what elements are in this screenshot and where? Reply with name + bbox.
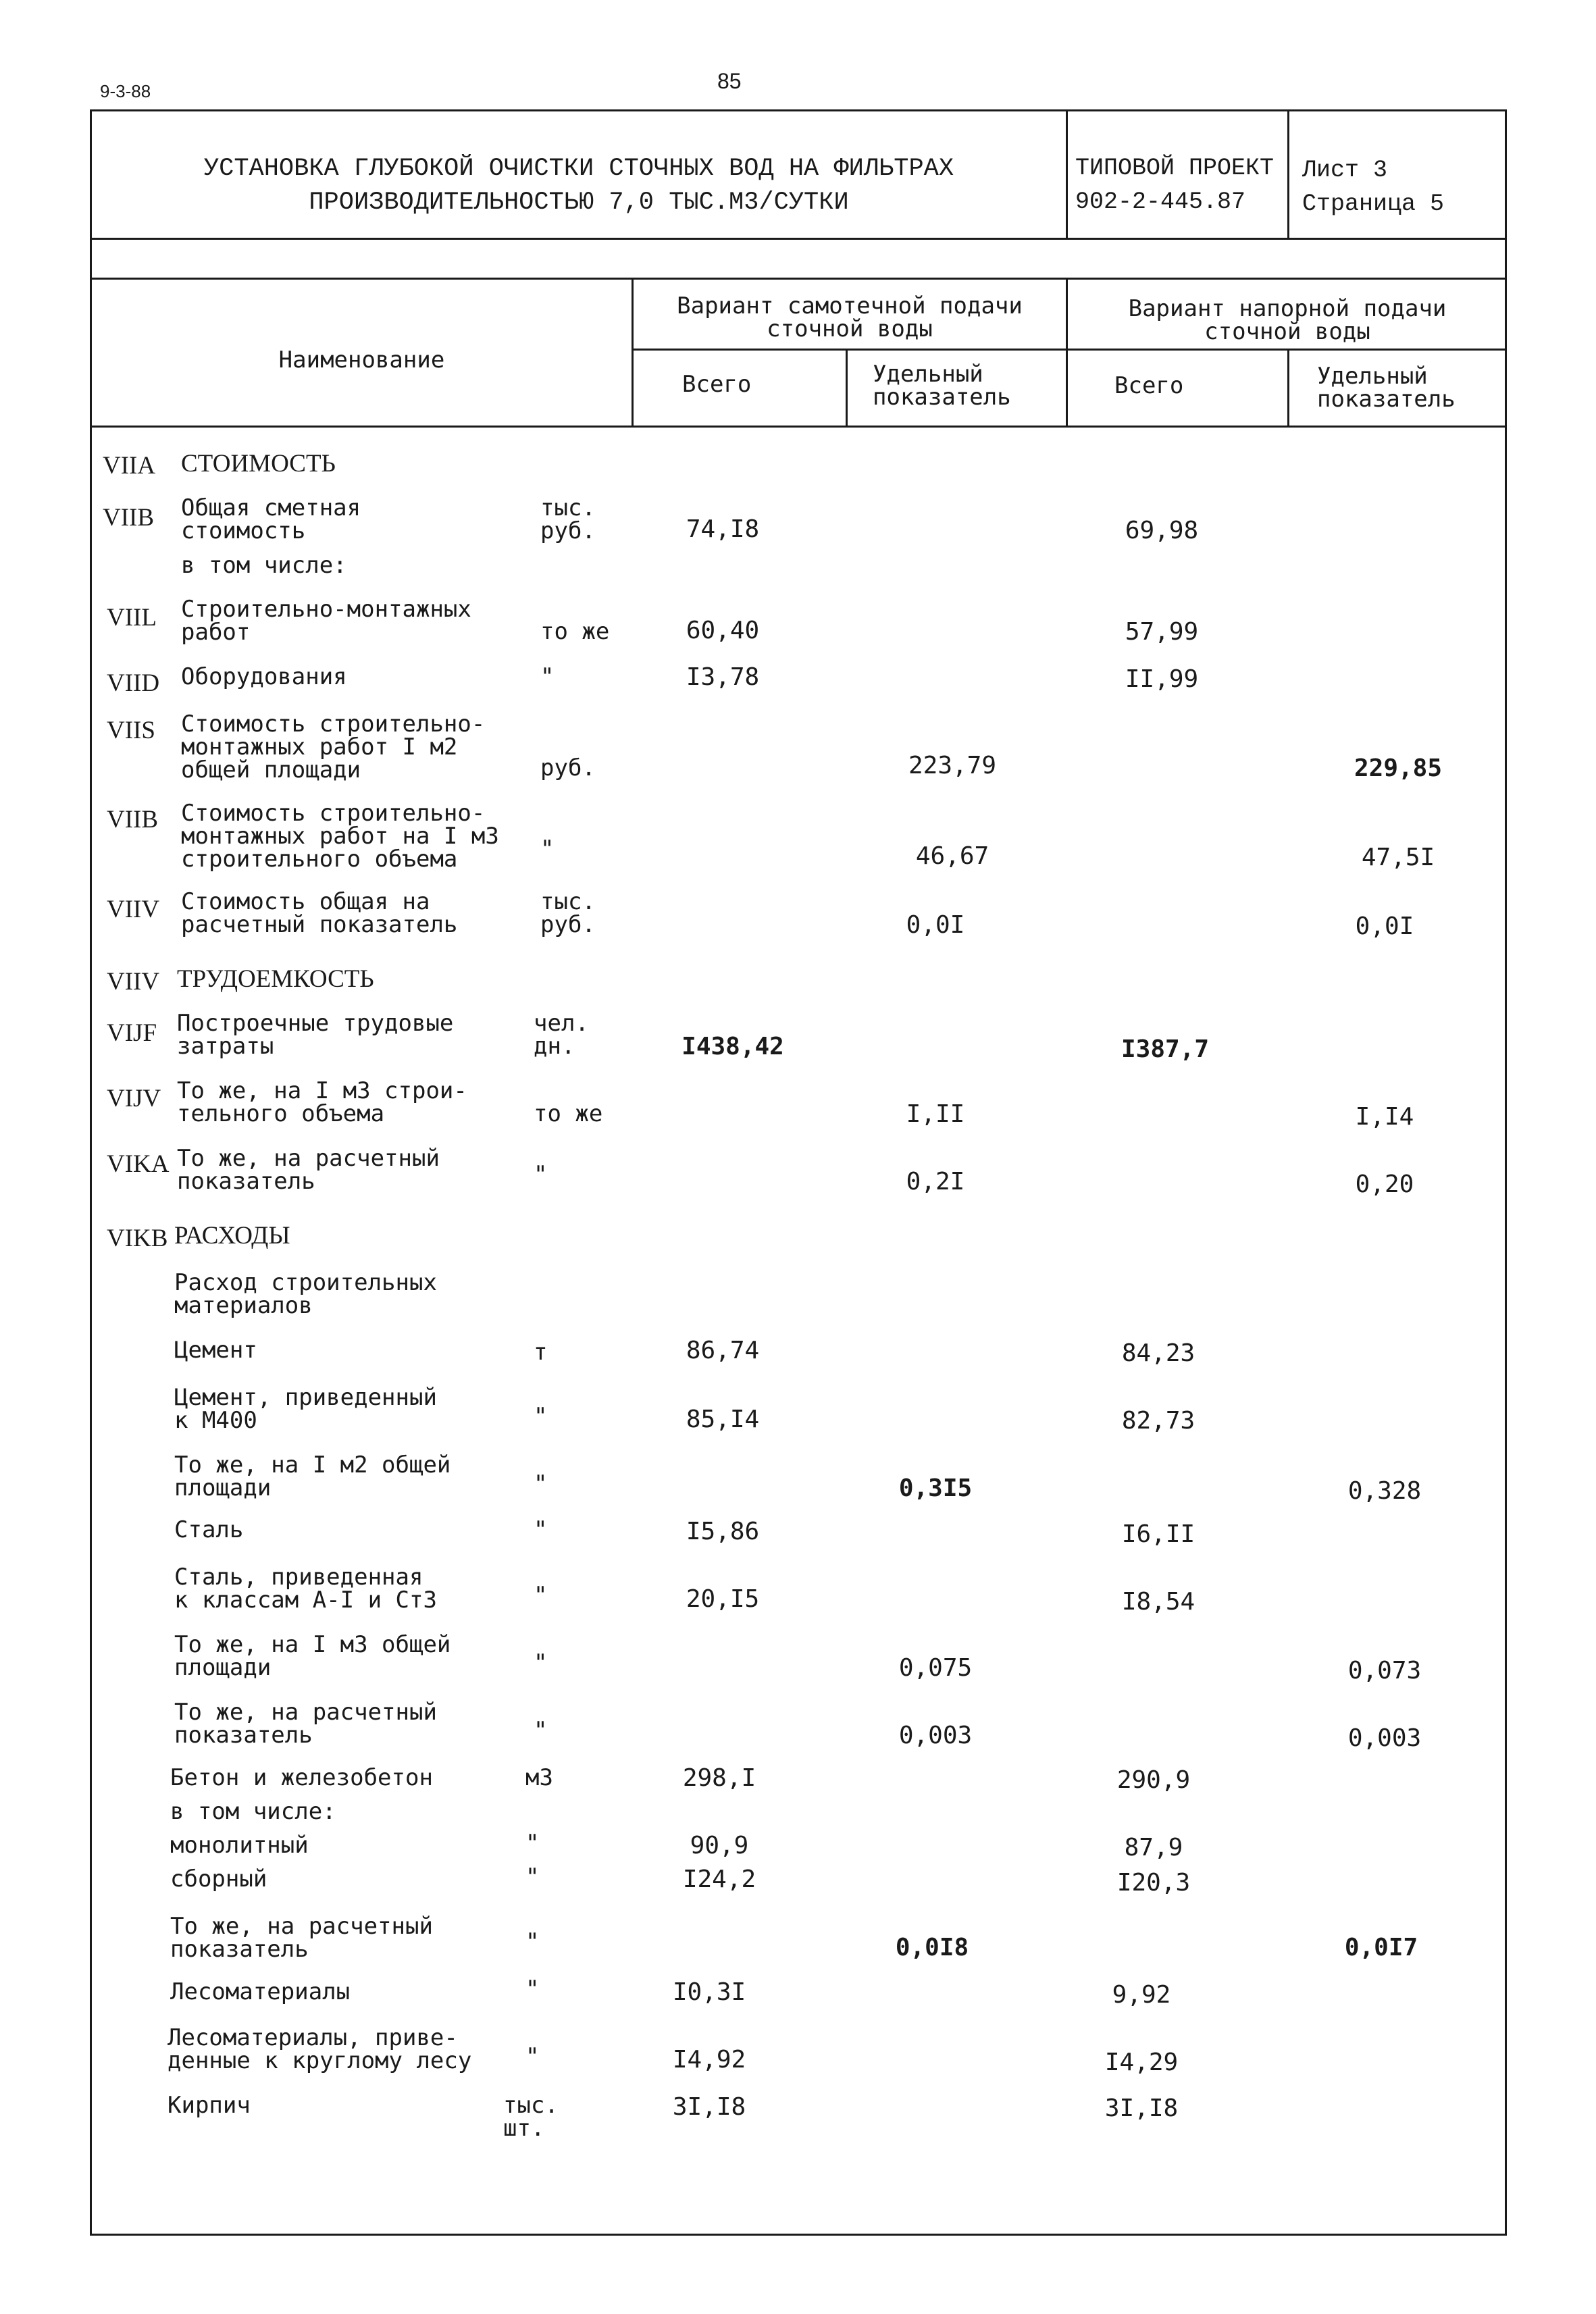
row-name: Цемент bbox=[174, 1337, 257, 1364]
header-name: Наименование bbox=[278, 346, 445, 374]
row-spec1: 223,79 bbox=[908, 752, 997, 779]
row-code: VIKA bbox=[107, 1150, 170, 1178]
row-code: VIIL bbox=[107, 604, 157, 632]
row-total1: 298,I bbox=[682, 1764, 756, 1792]
row-name: сборный bbox=[170, 1866, 267, 1893]
row-unit: " bbox=[534, 1649, 548, 1676]
row-name: Цемент, приведенный к М400 bbox=[174, 1384, 437, 1434]
row-total1: 74,I8 bbox=[686, 515, 760, 543]
row-unit: " bbox=[525, 2043, 540, 2070]
row-total1: 85,I4 bbox=[686, 1406, 760, 1433]
row-code: VIIS bbox=[107, 717, 155, 744]
row-name: монолитный bbox=[170, 1832, 309, 1859]
row-total2: 3I,I8 bbox=[1104, 2094, 1179, 2122]
row-unit: " bbox=[534, 1516, 548, 1543]
row-name: Стоимость строительно- монтажных работ I м2 общей площади bbox=[181, 711, 486, 783]
row-name: Стоимость строительно- монтажных работ на I м3 строительного объема bbox=[181, 800, 499, 873]
header-total1: Всего bbox=[682, 371, 752, 398]
row-total2: 69,98 bbox=[1125, 517, 1199, 544]
row-unit: руб. bbox=[540, 754, 596, 781]
row-code: VIIB bbox=[107, 806, 159, 833]
page-number: 85 bbox=[717, 69, 742, 93]
row-spec2: 0,20 bbox=[1355, 1171, 1414, 1198]
row-spec2: 47,5I bbox=[1361, 844, 1435, 871]
row-unit: " bbox=[540, 835, 555, 863]
row-name: То же, на I м2 общей площади bbox=[174, 1451, 451, 1501]
row-code: VIIV bbox=[107, 968, 160, 996]
row-name: То же, на I м3 строи- тельного объема bbox=[177, 1077, 467, 1127]
row-spec2: 0,003 bbox=[1347, 1724, 1422, 1752]
row-name: Лесоматериалы bbox=[170, 1978, 351, 2005]
row-code: VIJV bbox=[107, 1085, 161, 1112]
row-spec2: 0,0I bbox=[1355, 912, 1414, 940]
row-total2: I6,II bbox=[1121, 1520, 1195, 1548]
row-name: в том числе: bbox=[181, 552, 347, 579]
row-spec1: 0,075 bbox=[898, 1654, 973, 1682]
row-code: VIJF bbox=[107, 1019, 157, 1047]
row-total2: 84,23 bbox=[1121, 1339, 1195, 1367]
row-total1: I4,92 bbox=[672, 2046, 746, 2074]
row-name: Лесоматериалы, приве- денные к круглому лесу bbox=[168, 2024, 472, 2074]
row-name: Общая сметная стоимость bbox=[181, 494, 361, 544]
row-spec1: 0,0I8 bbox=[895, 1934, 969, 1961]
row-unit: " bbox=[534, 1470, 548, 1497]
row-spec1: 0,3I5 bbox=[898, 1474, 973, 1502]
row-spec1: I,II bbox=[906, 1100, 965, 1128]
header-variant2: Вариант напорной подачи сточной воды bbox=[1128, 295, 1447, 345]
header-specific2: Удельный показатель bbox=[1317, 363, 1456, 413]
row-name: Сталь, приведенная к классам А-I и Ст3 bbox=[174, 1564, 437, 1614]
header-total2: Всего bbox=[1114, 372, 1184, 399]
row-total2: I8,54 bbox=[1121, 1588, 1195, 1616]
row-unit: " bbox=[540, 663, 555, 690]
row-spec1: 46,67 bbox=[915, 842, 989, 870]
sheet-label: Лист 3 bbox=[1302, 157, 1388, 184]
row-unit: " bbox=[534, 1582, 548, 1609]
row-unit: тыс. шт. bbox=[503, 2092, 559, 2142]
row-unit: тыс. руб. bbox=[540, 888, 596, 938]
row-code: VIIA bbox=[103, 452, 156, 480]
section-cost: СТОИМОСТЬ bbox=[181, 450, 336, 478]
row-total2: 9,92 bbox=[1112, 1981, 1171, 2009]
row-total1: 86,74 bbox=[686, 1337, 760, 1364]
section-labor: ТРУДОЕМКОСТЬ bbox=[177, 965, 374, 993]
row-name: То же, на расчетный показатель bbox=[174, 1699, 437, 1749]
row-total1: I0,3I bbox=[672, 1978, 746, 2006]
row-unit: т bbox=[534, 1339, 548, 1366]
row-code: VIIV bbox=[107, 896, 160, 923]
row-name: Оборудования bbox=[181, 663, 347, 690]
row-total1: I24,2 bbox=[682, 1866, 756, 1893]
row-name: Расход строительных материалов bbox=[174, 1269, 437, 1319]
row-unit: чел. дн. bbox=[534, 1010, 589, 1060]
row-unit: то же bbox=[534, 1100, 603, 1127]
page-label: Страница 5 bbox=[1302, 190, 1445, 217]
row-name: Бетон и железобетон bbox=[170, 1764, 433, 1791]
row-unit: " bbox=[525, 1830, 540, 1857]
row-total2: I4,29 bbox=[1104, 2049, 1179, 2076]
row-code: VIID bbox=[107, 669, 160, 697]
row-unit: м3 bbox=[525, 1764, 553, 1791]
row-unit: " bbox=[525, 1976, 540, 2003]
row-total2: 87,9 bbox=[1124, 1834, 1183, 1861]
row-total1: I438,42 bbox=[681, 1033, 784, 1060]
row-spec1: 0,003 bbox=[898, 1722, 973, 1749]
row-total1: 90,9 bbox=[690, 1832, 749, 1859]
row-name: Стоимость общая на расчетный показатель bbox=[181, 888, 458, 938]
row-total1: 60,40 bbox=[686, 617, 760, 644]
row-name: То же, на расчетный показатель bbox=[170, 1913, 433, 1963]
row-code: VIIB bbox=[103, 504, 155, 532]
row-unit: " bbox=[525, 1928, 540, 1955]
page-stamp: 9-3-88 bbox=[100, 81, 151, 101]
project-number: 902-2-445.87 bbox=[1075, 188, 1246, 215]
header-specific1: Удельный показатель bbox=[873, 361, 1011, 411]
row-total1: I5,86 bbox=[686, 1518, 760, 1545]
row-name: То же, на I м3 общей площади bbox=[174, 1631, 451, 1681]
title-line2: ПРОИЗВОДИТЕЛЬНОСТЬЮ 7,0 ТЫС.М3/СУТКИ bbox=[309, 188, 849, 217]
row-total2: I387,7 bbox=[1121, 1035, 1210, 1063]
row-name: Кирпич bbox=[168, 2092, 251, 2119]
row-unit: то же bbox=[540, 618, 610, 645]
row-total1: 3I,I8 bbox=[672, 2093, 746, 2121]
header-variant1: Вариант самотечной подачи сточной воды bbox=[677, 292, 1023, 342]
row-total2: I20,3 bbox=[1116, 1869, 1191, 1897]
row-name: Сталь bbox=[174, 1516, 244, 1543]
row-spec2: I,I4 bbox=[1355, 1103, 1414, 1131]
title-line1: УСТАНОВКА ГЛУБОКОЙ ОЧИСТКИ СТОЧНЫХ ВОД НА ФИЛЬТРАХ bbox=[203, 155, 954, 183]
row-spec2: 0,0I7 bbox=[1344, 1934, 1418, 1961]
row-unit: " bbox=[525, 1863, 540, 1891]
row-spec2: 229,85 bbox=[1354, 754, 1443, 782]
row-total1: 20,I5 bbox=[686, 1585, 760, 1613]
row-unit: тыс. руб. bbox=[540, 494, 596, 544]
row-name: То же, на расчетный показатель bbox=[177, 1145, 440, 1195]
row-code: VIKB bbox=[107, 1225, 168, 1252]
row-spec1: 0,2I bbox=[906, 1168, 965, 1195]
row-spec1: 0,0I bbox=[906, 911, 965, 939]
row-unit: " bbox=[534, 1717, 548, 1744]
row-unit: " bbox=[534, 1161, 548, 1188]
row-name: в том числе: bbox=[170, 1798, 336, 1825]
row-name: Построечные трудовые затраты bbox=[177, 1010, 454, 1060]
row-spec2: 0,328 bbox=[1347, 1477, 1422, 1505]
row-total2: II,99 bbox=[1125, 665, 1199, 693]
row-unit: " bbox=[534, 1403, 548, 1430]
row-total2: 57,99 bbox=[1125, 618, 1199, 646]
row-name: Строительно-монтажных работ bbox=[181, 596, 471, 646]
row-total2: 82,73 bbox=[1121, 1407, 1195, 1435]
section-consumption: РАСХОДЫ bbox=[174, 1222, 290, 1250]
row-total1: I3,78 bbox=[686, 663, 760, 691]
project-label: ТИПОВОЙ ПРОЕКТ bbox=[1075, 155, 1275, 182]
row-total2: 290,9 bbox=[1116, 1766, 1191, 1794]
row-spec2: 0,073 bbox=[1347, 1657, 1422, 1685]
